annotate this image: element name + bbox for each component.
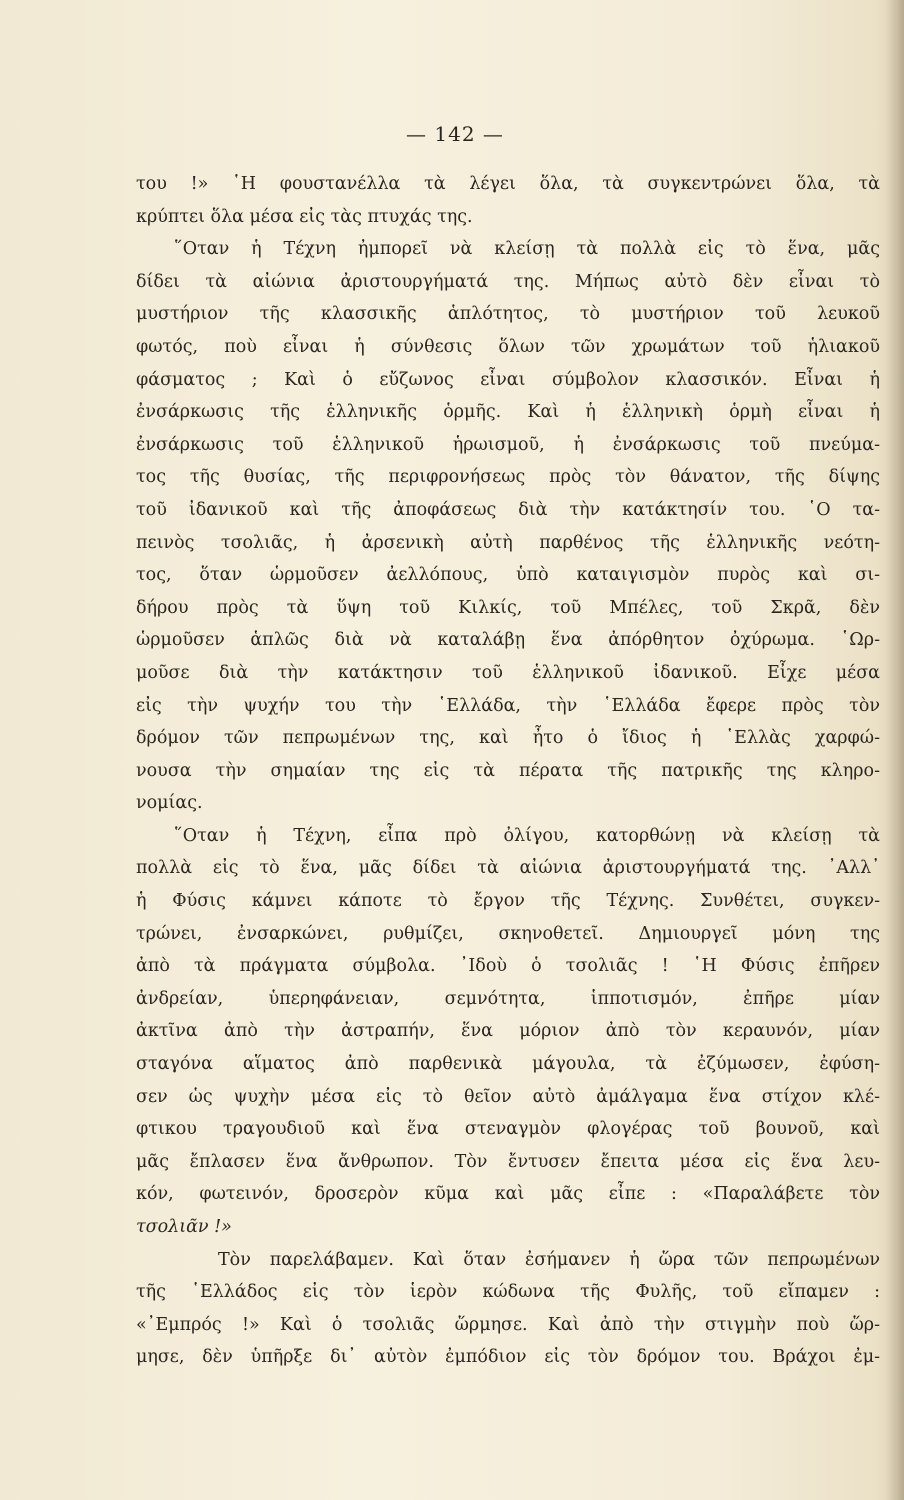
text-line: φωτός, ποὺ εἶναι ἡ σύνθεσις ὅλων τῶν χρωμάτων τοῦ ἡλιακοῦ bbox=[136, 336, 880, 357]
text-line: ῞Οταν ἡ Τέχνη ἠμπορεῖ νὰ κλείσῃ τὰ πολλὰ εἰς τὸ ἕνα, μᾶς bbox=[174, 239, 880, 260]
text-line: εἰς τὴν ψυχήν του τὴν ῾Ελλάδα, τὴν ῾Ελλάδα ἔφερε πρὸς τὸν bbox=[136, 695, 880, 716]
text-line: μᾶς ἔπλασεν ἕνα ἄνθρωπον. Τὸν ἔντυσεν ἔπειτα μέσα εἰς ἕνα λευ- bbox=[136, 1151, 880, 1172]
text-line: νομίας. bbox=[136, 793, 203, 814]
text-line: τῆς ῾Ελλάδος εἰς τὸν ἱερὸν κώδωνα τῆς Φυλῆς, τοῦ εἴπαμεν : bbox=[136, 1282, 880, 1303]
text-line: σταγόνα αἵματος ἀπὸ παρθενικὰ μάγουλα, τὰ ἐζύμωσεν, ἐφύση- bbox=[136, 1054, 880, 1075]
text-line: ἀνδρείαν, ὑπερηφάνειαν, σεμνότητα, ἱπποτισμόν, ἐπῆρε μίαν bbox=[136, 988, 880, 1009]
text-line: τοῦ ἰδανικοῦ καὶ τῆς ἀποφάσεως διὰ τὴν κατάκτησίν του. ῾Ο τα- bbox=[136, 499, 880, 520]
text-line: φάσματος ; Καὶ ὁ εὔζωνος εἶναι σύμβολον κλασσικόν. Εἶναι ἡ bbox=[136, 369, 880, 390]
text-line: ἀπὸ τὰ πράγματα σύμβολα. ᾿Ιδοὺ ὁ τσολιᾶς ! ῾Η Φύσις ἐπῆρεν bbox=[136, 956, 880, 977]
text-line: τος, ὅταν ὡρμοῦσεν ἀελλόπους, ὑπὸ καταιγισμὸν πυρὸς καὶ σι- bbox=[136, 565, 880, 586]
text-line: «᾿Εμπρός !» Καὶ ὁ τσολιᾶς ὥρμησε. Καὶ ἀπὸ τὴν στιγμὴν ποὺ ὥρ- bbox=[136, 1314, 880, 1335]
text-line: δρόμον τῶν πεπρωμένων της, καὶ ἦτο ὁ ἴδιος ἡ ῾Ελλὰς χαρφώ- bbox=[136, 728, 880, 749]
page-number: — 142 — bbox=[406, 122, 504, 146]
text-line: ὡρμοῦσεν ἁπλῶς διὰ νὰ καταλάβῃ ἕνα ἀπόρθητον ὀχύρωμα. ῾Ωρ- bbox=[136, 630, 880, 651]
text-line: φτικου τραγουδιοῦ καὶ ἕνα στεναγμὸν φλογέρας τοῦ βουνοῦ, καὶ bbox=[136, 1119, 880, 1140]
text-line: ῞Οταν ἡ Τέχνη, εἶπα πρὸ ὀλίγου, κατορθώνῃ νὰ κλείσῃ τὰ bbox=[174, 825, 880, 846]
text-line: κόν, φωτεινόν, δροσερὸν κῦμα καὶ μᾶς εἶπε : «Παραλάβετε τὸν bbox=[136, 1184, 880, 1205]
text-line: τος τῆς θυσίας, τῆς περιφρονήσεως πρὸς τὸν θάνατον, τῆς δίψης bbox=[136, 467, 880, 488]
text-line: κρύπτει ὅλα μέσα εἰς τὰς πτυχάς της. bbox=[136, 206, 473, 227]
text-line: ἐνσάρκωσις τοῦ ἑλληνικοῦ ἡρωισμοῦ, ἡ ἐνσάρκωσις τοῦ πνεύμα- bbox=[136, 434, 880, 455]
text-line: πεινὸς τσολιᾶς, ἡ ἀρσενικὴ αὐτὴ παρθένος τῆς ἑλληνικῆς νεότη- bbox=[136, 532, 880, 553]
text-line: ἀκτῖνα ἀπὸ τὴν ἀστραπήν, ἕνα μόριον ἀπὸ τὸν κεραυνόν, μίαν bbox=[136, 1021, 880, 1042]
text-line: σεν ὡς ψυχὴν μέσα εἰς τὸ θεῖον αὐτὸ ἀμάλγαμα ἕνα στίχον κλέ- bbox=[136, 1086, 880, 1107]
text-line: δίδει τὰ αἰώνια ἀριστουργήματά της. Μήπως αὐτὸ δὲν εἶναι τὸ bbox=[136, 271, 880, 292]
text-line: Τὸν παρελάβαμεν. Καὶ ὅταν ἐσήμανεν ἡ ὥρα τῶν πεπρωμένων bbox=[218, 1249, 880, 1270]
text-line: τσολιᾶν !» bbox=[136, 1217, 232, 1237]
text-line: μησε, δὲν ὑπῆρξε δι᾿ αὐτὸν ἐμπόδιον εἰς τὸν δρόμον του. Βράχοι ἐμ- bbox=[136, 1347, 880, 1368]
text-line: νουσα τὴν σημαίαν της εἰς τὰ πέρατα τῆς πατρικῆς της κληρο- bbox=[136, 760, 880, 781]
page-edge-shadow bbox=[886, 0, 904, 1500]
text-line: μοῦσε διὰ τὴν κατάκτησιν τοῦ ἑλληνικοῦ ἰδανικοῦ. Εἶχε μέσα bbox=[136, 662, 880, 683]
text-line: ἐνσάρκωσις τῆς ἑλληνικῆς ὁρμῆς. Καὶ ἡ ἑλληνικὴ ὁρμὴ εἶναι ἡ bbox=[136, 402, 880, 423]
text-line: τρώνει, ἐνσαρκώνει, ρυθμίζει, σκηνοθετεῖ. Δημιουργεῖ μόνη της bbox=[136, 923, 880, 944]
text-line: δήρου πρὸς τὰ ὕψη τοῦ Κιλκίς, τοῦ Μπέλες, τοῦ Σκρᾶ, δὲν bbox=[136, 597, 880, 618]
text-line: ἡ Φύσις κάμνει κάποτε τὸ ἔργον τῆς Τέχνης. Συνθέτει, συγκεν- bbox=[136, 891, 880, 912]
body-text bbox=[136, 168, 880, 1374]
text-line: μυστήριον τῆς κλασσικῆς ἁπλότητος, τὸ μυστήριον τοῦ λευκοῦ bbox=[136, 304, 880, 325]
text-line: πολλὰ εἰς τὸ ἕνα, μᾶς δίδει τὰ αἰώνια ἀριστουργήματά της. ᾿Αλλ᾿ bbox=[136, 858, 880, 879]
text-line: του !» ῾Η φουστανέλλα τὰ λέγει ὅλα, τὰ συγκεντρώνει ὅλα, τὰ bbox=[136, 174, 880, 194]
